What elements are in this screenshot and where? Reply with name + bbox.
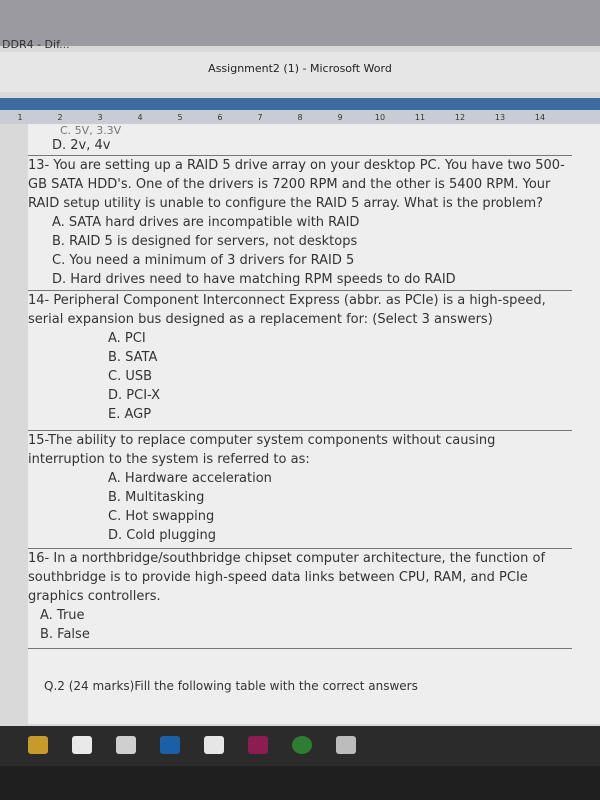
ruler-mark: 13 <box>494 112 506 122</box>
ruler-mark: 8 <box>297 112 303 122</box>
browser-tab-strip <box>0 0 600 46</box>
question-15-option: D. Cold plugging <box>108 528 217 543</box>
question-14-cell <box>28 290 572 431</box>
ruler-mark: 12 <box>454 112 466 122</box>
browser-tab-label[interactable]: DDR4 - Dif... <box>2 38 70 51</box>
ruler-mark: 1 <box>17 112 23 122</box>
question-15-text: 15-The ability to replace computer system components without causing interruption to the system is referred to as: <box>28 433 496 467</box>
question-15-option: B. Multitasking <box>108 490 205 505</box>
window-title: Assignment2 (1) - Microsoft Word <box>208 62 392 75</box>
question-16-option: A. True <box>40 608 85 623</box>
q2-heading-cell <box>28 648 572 709</box>
file-explorer-icon[interactable] <box>28 736 48 754</box>
question-15-option: C. Hot swapping <box>108 509 215 524</box>
question-14-text: 14- Peripheral Component Interconnect Express (abbr. as PCIe) is a high-speed, serial expansion bus designed as a replacement for: (Select 3 answers) <box>28 293 546 327</box>
store-icon[interactable] <box>72 736 92 754</box>
question-14-option: A. PCI <box>108 331 146 346</box>
ruler-mark: 4 <box>137 112 143 122</box>
question-13-option: C. You need a minimum of 3 drivers for RAID 5 <box>52 253 355 268</box>
cutoff-option-text: C. 5V, 3.3V <box>60 124 122 137</box>
question-14-option: D. PCI-X <box>108 388 160 403</box>
ruler-mark: 2 <box>57 112 63 122</box>
word-icon[interactable] <box>336 736 356 754</box>
question-16-cell <box>28 548 572 649</box>
ruler-mark: 6 <box>217 112 223 122</box>
photos-icon[interactable] <box>160 736 180 754</box>
question-16-text: 16- In a northbridge/southbridge chipset computer architecture, the function of southbridge is to provide high-speed data links between CPU, RAM, and PCIe graphics controllers. <box>28 551 546 604</box>
question-16-option: B. False <box>40 627 90 642</box>
ruler-mark: 10 <box>374 112 386 122</box>
paint-icon[interactable] <box>204 736 224 754</box>
previous-question-option <box>52 136 596 155</box>
ruler-mark: 9 <box>337 112 343 122</box>
ruler-mark: 11 <box>414 112 426 122</box>
ribbon-strip <box>0 98 600 110</box>
mail-icon[interactable] <box>116 736 136 754</box>
chrome-icon[interactable] <box>292 736 312 754</box>
horizontal-ruler[interactable] <box>0 110 600 124</box>
ruler-mark: 3 <box>97 112 103 122</box>
question-13-cell <box>28 155 572 290</box>
question-15-cell <box>28 430 572 549</box>
ruler-mark: 14 <box>534 112 546 122</box>
mcafee-icon[interactable] <box>248 736 268 754</box>
question-15-option: A. Hardware acceleration <box>108 471 272 486</box>
ruler-mark: 7 <box>257 112 263 122</box>
question-13-option: B. RAID 5 is designed for servers, not desktops <box>52 234 358 249</box>
ruler-mark: 5 <box>177 112 183 122</box>
question-13-text: 13- You are setting up a RAID 5 drive array on your desktop PC. You have two 500-GB SATA HDD's. One of the drivers is 7200 RPM and the other is 5400 RPM. Your RAID setup utility is unable to configure the RAID 5 array. What is the problem? <box>28 158 565 211</box>
question-14-option: B. SATA <box>108 350 158 365</box>
q2-heading: Q.2 (24 marks)Fill the following table with the correct answers <box>44 679 418 693</box>
question-13-option: A. SATA hard drives are incompatible with RAID <box>52 215 360 230</box>
question-13-option: D. Hard drives need to have matching RPM speeds to do RAID <box>52 272 456 287</box>
bottom-bezel <box>0 766 600 800</box>
option-text: D. 2v, 4v <box>52 138 111 153</box>
question-14-option: E. AGP <box>108 407 152 422</box>
question-14-option: C. USB <box>108 369 153 384</box>
